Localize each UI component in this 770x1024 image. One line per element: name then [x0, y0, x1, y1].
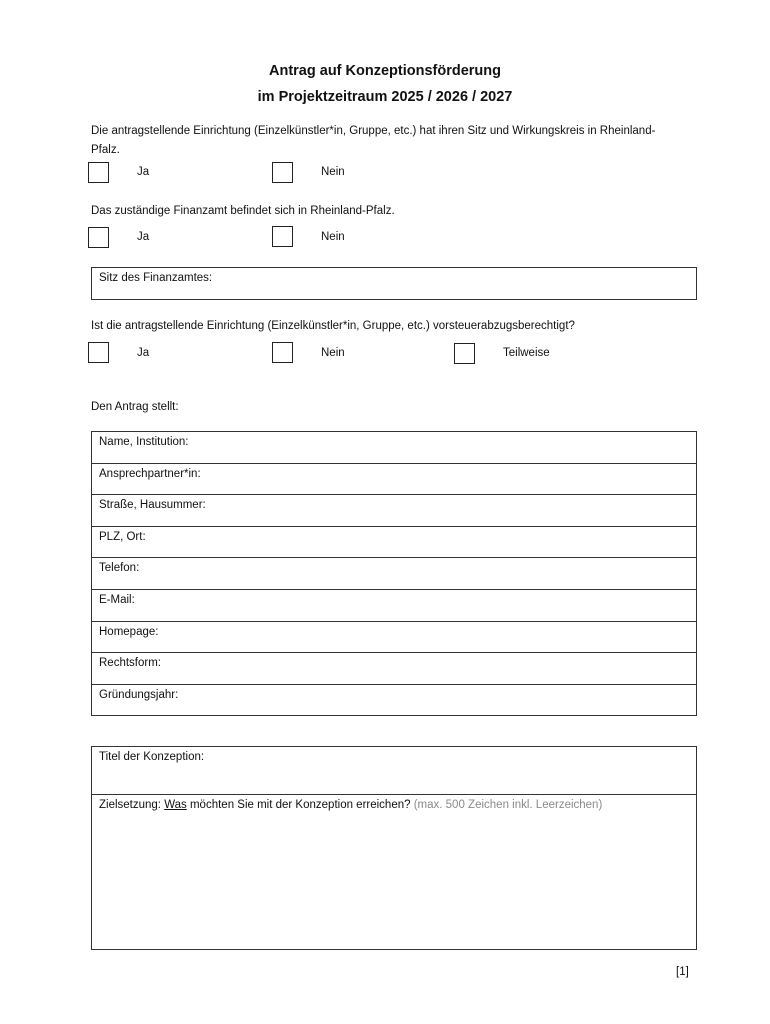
checkbox-q1-ja[interactable]: [88, 162, 109, 183]
option-label-q3-nein: Nein: [321, 347, 345, 359]
finanzamt-field-box[interactable]: [91, 267, 697, 300]
option-label-q2-nein: Nein: [321, 231, 345, 243]
option-label-q2-ja: Ja: [137, 231, 150, 243]
option-label-q1-nein: Nein: [321, 166, 345, 178]
concept-table: [91, 746, 697, 950]
field-strasse[interactable]: Straße, Hausummer:: [92, 495, 696, 527]
goal-underlined: Was: [164, 799, 187, 811]
option-label-q1-ja: Ja: [137, 166, 150, 178]
field-email[interactable]: E-Mail:: [92, 590, 696, 622]
goal-hint: (max. 500 Zeichen inkl. Leerzeichen): [413, 799, 603, 811]
checkbox-q3-teilweise[interactable]: [454, 343, 475, 364]
question-finanzamt: Das zuständige Finanzamt befindet sich in Rheinland-Pfalz.: [91, 205, 395, 217]
question-vorsteuer: Ist die antragstellende Einrichtung (Einzelkünstler*in, Gruppe, etc.) vorsteuerabzugsberechtigt?: [91, 320, 575, 332]
field-name-institution[interactable]: Name, Institution:: [92, 432, 696, 464]
field-titel-konzeption[interactable]: Titel der Konzeption:: [92, 747, 696, 795]
field-ansprechpartner[interactable]: Ansprechpartner*in:: [92, 464, 696, 496]
applicant-heading: Den Antrag stellt:: [91, 401, 179, 413]
checkbox-q2-nein[interactable]: [272, 226, 293, 247]
checkbox-q3-ja[interactable]: [88, 342, 109, 363]
question-sitz-rlp: Die antragstellende Einrichtung (Einzelkünstler*in, Gruppe, etc.) hat ihren Sitz und Wirkungskreis in Rheinland-Pfalz.: [91, 125, 656, 156]
checkbox-q1-nein[interactable]: [272, 162, 293, 183]
checkbox-q3-nein[interactable]: [272, 342, 293, 363]
goal-prefix: Zielsetzung:: [99, 799, 165, 811]
page-number: [1]: [676, 966, 689, 978]
applicant-table: [91, 431, 697, 716]
finanzamt-field-label: Sitz des Finanzamtes:: [99, 272, 213, 284]
goal-rest: möchten Sie mit der Konzeption erreichen?: [186, 799, 411, 811]
field-plz-ort[interactable]: PLZ, Ort:: [92, 527, 696, 559]
field-zielsetzung[interactable]: [92, 795, 696, 949]
field-telefon[interactable]: Telefon:: [92, 558, 696, 590]
form-subtitle: im Projektzeitraum 2025 / 2026 / 2027: [257, 89, 513, 105]
checkbox-q2-ja[interactable]: [88, 227, 109, 248]
option-label-q3-ja: Ja: [137, 347, 150, 359]
field-homepage[interactable]: Homepage:: [92, 622, 696, 654]
field-gruendungsjahr[interactable]: Gründungsjahr:: [99, 688, 179, 701]
form-title: Antrag auf Konzeptionsförderung: [269, 63, 501, 79]
option-label-q3-teilweise: Teilweise: [503, 347, 550, 359]
field-rechtsform[interactable]: Rechtsform:: [92, 653, 696, 685]
